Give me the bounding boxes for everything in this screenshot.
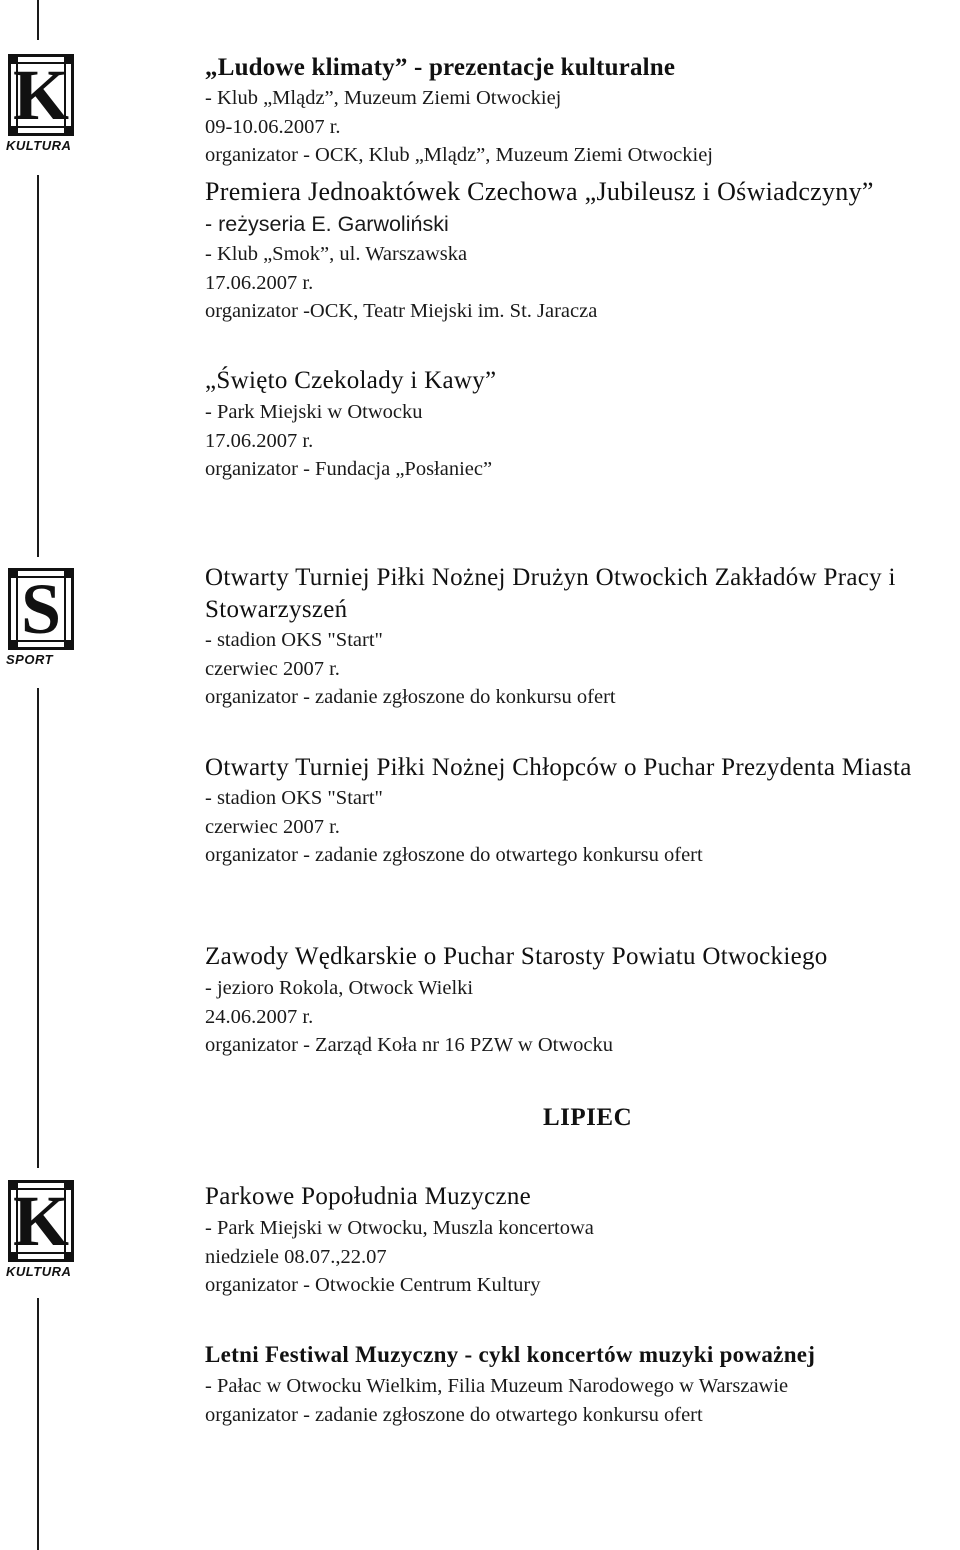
logo-caption: KULTURA [6,1264,72,1279]
event-ludowe-klimaty [205,52,950,170]
vertical-rule-top [37,0,39,40]
logo-caption: SPORT [6,652,54,667]
event-organizer: organizator - Zarząd Koła nr 16 PZW w Otwocku [205,1034,613,1056]
month-heading: LIPIEC [543,1104,633,1131]
event-zawody-wedkarskie [205,940,950,1060]
vertical-rule-1 [37,175,39,557]
event-letni-festiwal [205,1338,950,1429]
event-title: „Święto Czekolady i Kawy” [205,367,497,394]
event-venue: - stadion OKS "Start" [205,629,383,651]
event-organizer: organizator - Otwockie Centrum Kultury [205,1274,541,1296]
event-venue: - Pałac w Otwocku Wielkim, Filia Muzeum Narodowego w Warszawie [205,1375,789,1397]
event-title: Zawody Wędkarskie o Puchar Starosty Powiatu Otwockiego [205,943,828,970]
event-title: Premiera Jednoaktówek Czechowa „Jubileusz i Oświadczyny” [205,177,874,206]
event-venue: - Klub „Smok”, ul. Warszawska [205,243,468,265]
event-venue: - Klub „Mlądz”, Muzeum Ziemi Otwockiej [205,87,562,109]
event-title: Otwarty Turniej Piłki Nożnej Chłopców o Puchar Prezydenta Miasta [205,754,912,781]
event-parkowe-popoludnia [205,1180,950,1300]
kultura-logo-icon [4,1180,78,1279]
event-organizer: organizator - Fundacja „Posłaniec” [205,458,493,480]
kultura-logo-icon [4,54,78,153]
event-turniej-chlopcow [205,752,950,870]
logo-letter: K [12,55,69,135]
event-date: 17.06.2007 r. [205,271,314,294]
event-organizer: organizator - zadanie zgłoszone do otwartego konkursu ofert [205,1403,703,1426]
logo-letter: K [12,1181,69,1261]
event-organizer: organizator -OCK, Teatr Miejski im. St. Jaracza [205,300,598,322]
event-director: - reżyseria E. Garwoliński [205,212,449,236]
event-organizer: organizator - zadanie zgłoszone do konkursu ofert [205,686,616,708]
event-date: niedziele 08.07.,22.07 [205,1245,387,1268]
event-venue: - stadion OKS "Start" [205,787,383,809]
logo-letter: S [20,569,62,649]
event-date: 09-10.06.2007 r. [205,115,341,138]
event-date: 17.06.2007 r. [205,429,314,452]
event-venue: - jezioro Rokola, Otwock Wielki [205,977,474,999]
event-turniej-zakladow [205,562,950,712]
logo-caption: KULTURA [6,138,72,153]
event-venue: - Park Miejski w Otwocku, Muszla koncertowa [205,1217,594,1239]
event-venue: - Park Miejski w Otwocku [205,401,423,423]
event-date: czerwiec 2007 r. [205,815,340,838]
vertical-rule-3 [37,1298,39,1550]
event-organizer: organizator - zadanie zgłoszone do otwartego konkursu ofert [205,844,703,866]
event-date: 24.06.2007 r. [205,1005,314,1028]
vertical-rule-2 [37,688,39,1168]
event-date: czerwiec 2007 r. [205,657,340,680]
event-title: Letni Festiwal Muzyczny - cykl koncertów muzyki poważnej [205,1342,816,1367]
event-organizer: organizator - OCK, Klub „Mlądz”, Muzeum Ziemi Otwockiej [205,144,713,166]
event-title: Parkowe Popołudnia Muzyczne [205,1183,532,1210]
sport-logo-icon [4,568,78,667]
event-title: „Ludowe klimaty” - prezentacje kulturalne [205,54,676,81]
event-swieto-czekolady [205,364,950,484]
event-premiera-czechowa [205,175,950,326]
event-title: Otwarty Turniej Piłki Nożnej Drużyn Otwockich Zakładów Pracy i Stowarzyszeń [205,564,896,623]
